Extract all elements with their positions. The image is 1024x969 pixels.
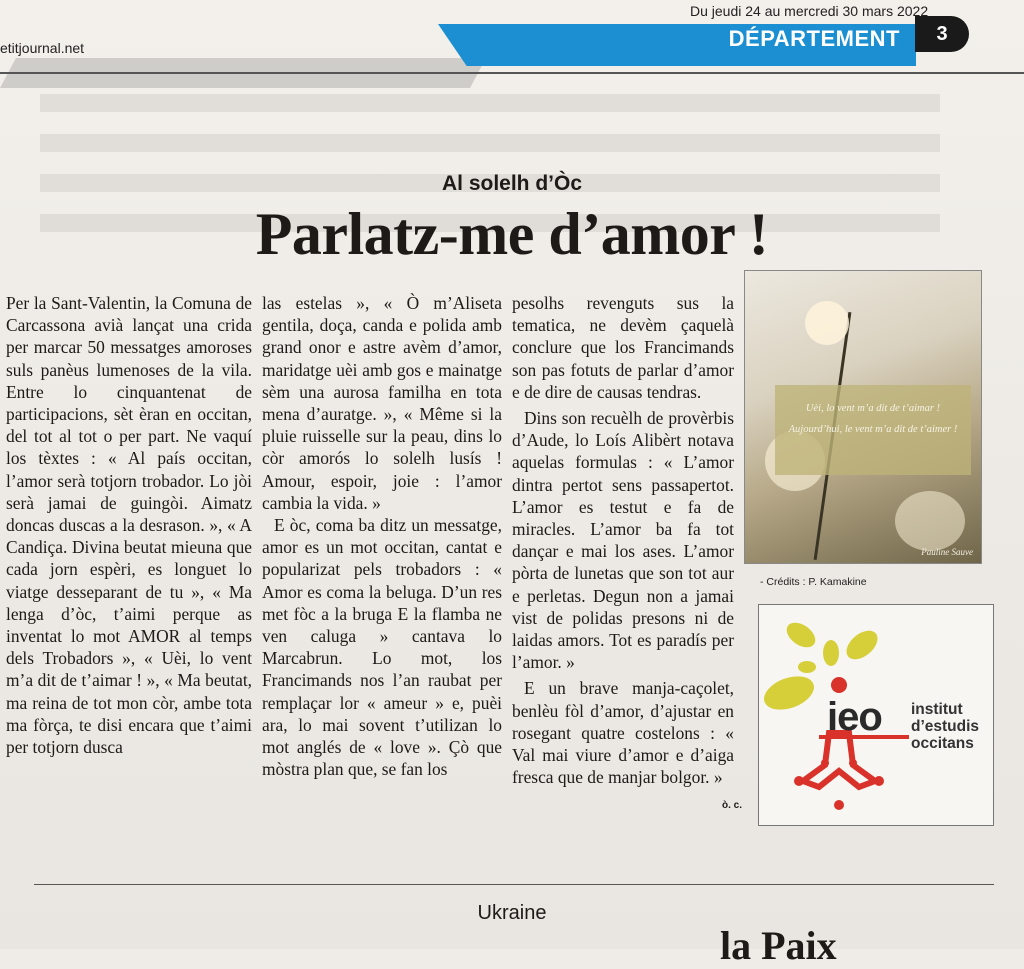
- page-number: 3: [915, 16, 969, 52]
- article-column-1: [6, 292, 252, 758]
- ieo-logo: [758, 604, 994, 826]
- photo-quote-overlay: [775, 385, 971, 475]
- paragraph: E òc, coma ba ditz un messatge, amor es un mot occitan, cantat e popularizat pels trobadors : « Amor es coma la beluga. D’un res met fòc a la bruga E la flamba ne ven caluga » cantava lo Marcabrun. Lo mot, los Francimands nos l’an raubat per remplaçar lor « ameur » e, puèi ara, lo mai sovent t’utilizan lo mot anglés de « love ». Çò que mòstra plan que, se fan los: [262, 515, 502, 780]
- ieo-name-line: d’estudis: [911, 718, 980, 735]
- photo-blossom: [805, 301, 849, 345]
- overlay-line: Aujourd’hui, le vent m’a dit de t’aimer !: [788, 424, 958, 435]
- ieo-name: [911, 701, 979, 752]
- flower-photo: [744, 270, 982, 564]
- next-article-kicker: Ukraine: [477, 902, 547, 924]
- article-headline: Parlatz-me d’amor !: [255, 201, 769, 267]
- photo-caption: - Crédits : P. Kamakine: [760, 576, 867, 588]
- paragraph: Per la Sant-Valentin, la Comuna de Carcassona avià lançat una crida per marcar 50 messatges amoroses suls panèus lumenoses de la vila. Entre lo cinquantenat de participacions, sèt èran en occitan, del tot al tot o per part. Ne vaquí los tèxtes : « Al país occitan, l’amor serà totjorn trobador. Lo jòi serà jamai de guingòi. Aimatz doncas duscas a la desrason. », « A Candiça. Divina beutat mieuna que cada jorn espèri, es longuet lo viatge desseparant de tu », « Ma lenga d’òc, t’aimi perque as inventat lo mot AMOR al temps dels Trobadors », « Uèi, lo vent m’a dit de t’aimar ! », « Ma beutat, ma reina de tot mon còr, ambe tota ma fòrça, te disi encara que t’aimi per totjorn dusca: [6, 293, 252, 758]
- article-kicker: Al solelh d’Òc: [441, 172, 583, 195]
- overlay-line: Uèi, lo vent m’a dit de t’aimar !: [805, 403, 941, 414]
- photo-signature: Pauline Sauve: [921, 547, 973, 557]
- paragraph: las estelas », « Ò m’Aliseta gentila, doça, canda e polida amb grand onor e astre avèm d’amor, maridatge uèi amb gos e mainatge sèm una aurosa familha en tota mena d’auratge. », « Même si la pluie ruisselle sur la peau, dins lo còr amorós lo solelh lusís ! Amour, espoir, joie : l’amor cambia la vida. »: [262, 293, 502, 513]
- ieo-name-line: institut: [911, 701, 963, 718]
- paragraph: pesolhs revenguts sus la tematica, ne devèm çaquelà conclure que los Francimands son pas fotuts de parlar d’amor e de dire de causas tendras.: [512, 293, 734, 402]
- article-column-2: [262, 292, 502, 780]
- next-article-headline: la Paix: [720, 923, 837, 968]
- header-rule: [0, 72, 1024, 74]
- article-column-3: [512, 292, 734, 788]
- photo-blossom: [895, 491, 965, 551]
- footer-rule: [34, 884, 994, 885]
- article-byline: ò. c.: [722, 800, 743, 811]
- paragraph: Dins son recuèlh de provèrbis d’Aude, lo Loís Alibèrt notava aquelas formulas : « L’amor dintra pertot sens passapertot. L’amor es testut e fa de miracles. L’amor ba fa tot dançar e mai los ases. L’amor pòrta de lunetas que son tot aur e perletas. Degun non a jamai vist de polidas presons ni de laidas amors. Tot es paradís per l’amor. »: [512, 408, 734, 673]
- paragraph: E un brave manja-caçolet, benlèu fòl d’amor, d’ajustar en rosegant quatre costelons : « Val mai viure d’amor e d’aiga fresca que de manjar bolgor. »: [512, 678, 734, 788]
- ieo-acronym: ieo: [827, 695, 882, 739]
- section-label: DÉPARTEMENT: [728, 26, 900, 51]
- ieo-name-line: occitans: [911, 735, 974, 752]
- site-url: etitjournal.net: [0, 40, 85, 56]
- dateline: Du jeudi 24 au mercredi 30 mars 2022: [690, 3, 929, 19]
